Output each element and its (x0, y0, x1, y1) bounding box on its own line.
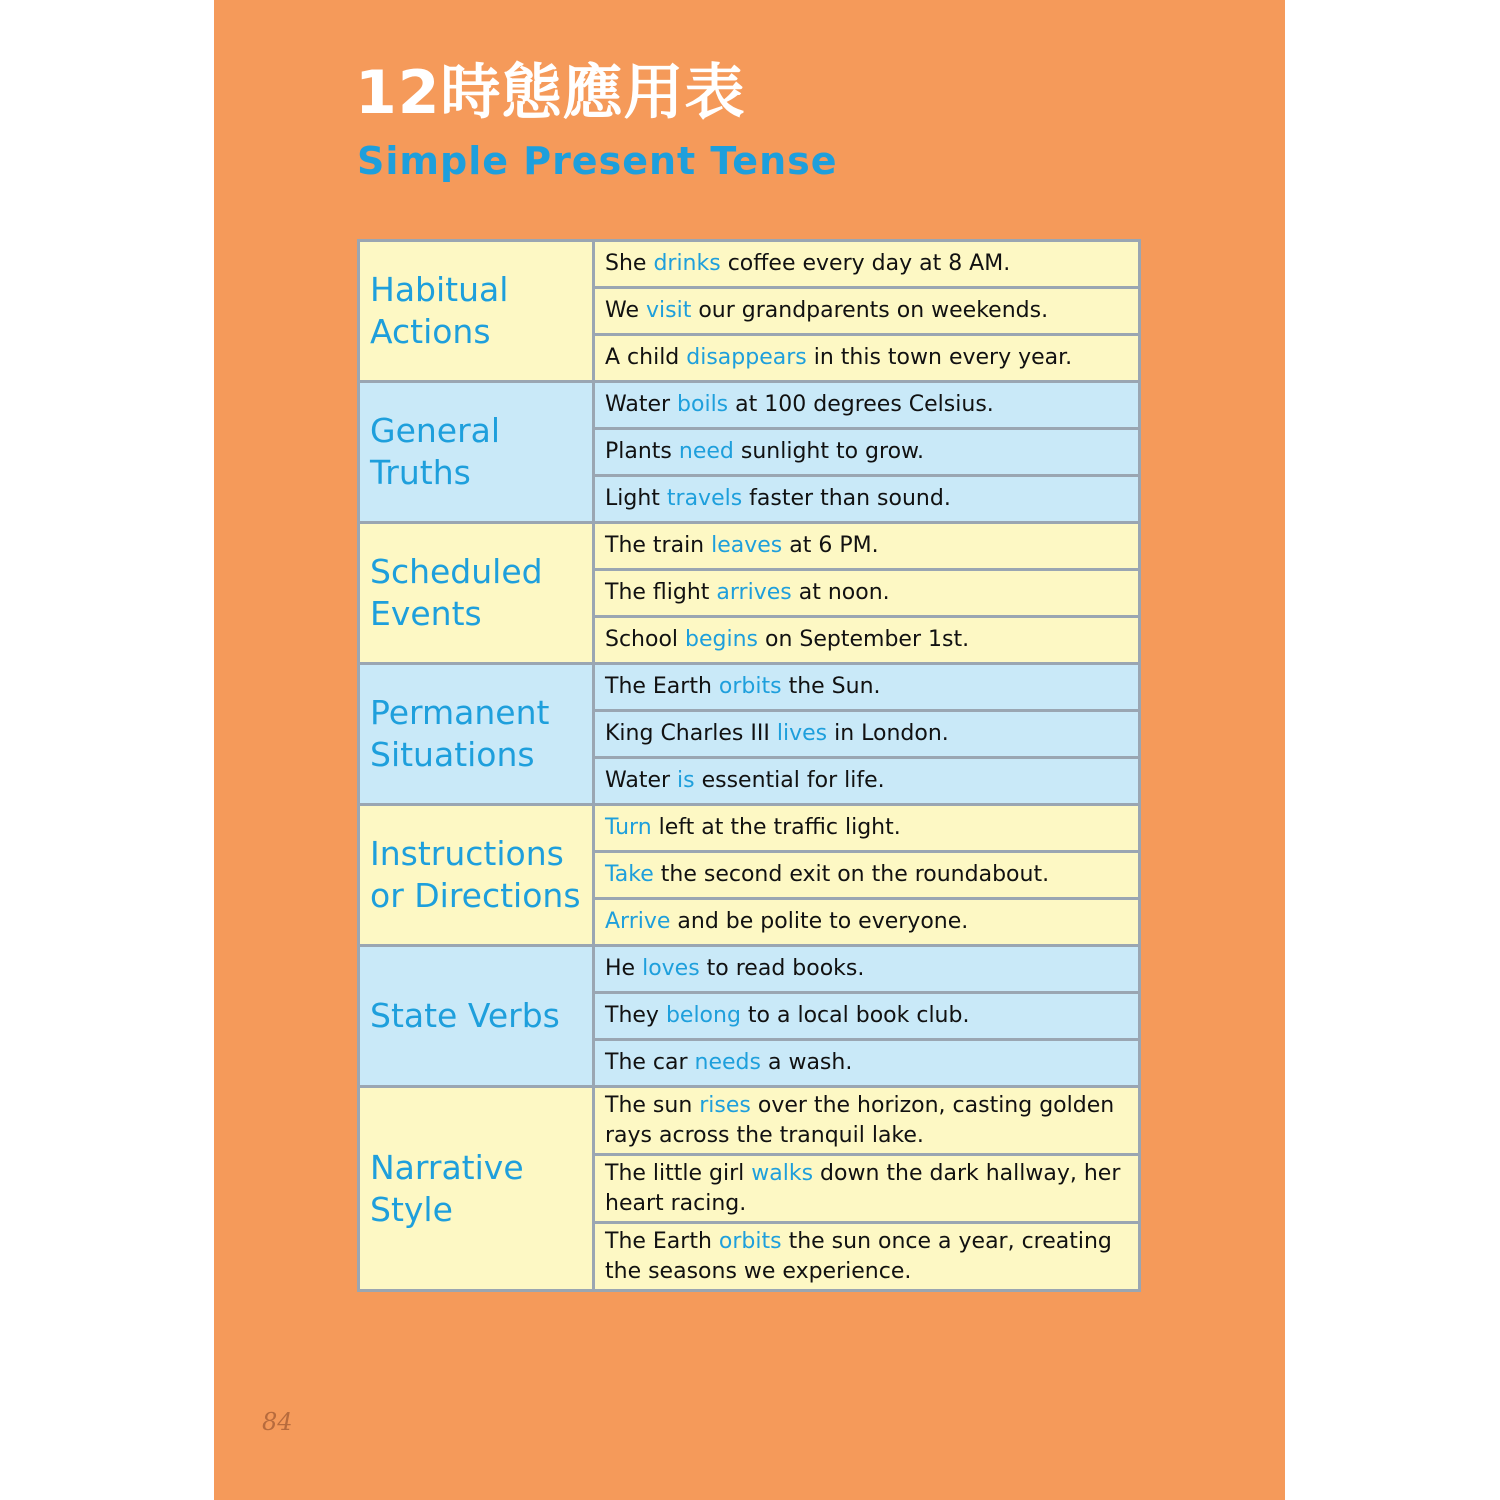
sentence-after-verb: the second exit on the roundabout. (653, 862, 1050, 887)
sentence-before-verb: King Charles III (605, 721, 777, 746)
sentence-after-verb: our grandparents on weekends. (691, 298, 1049, 323)
sentence-before-verb: The sun (605, 1092, 700, 1118)
highlighted-verb: is (677, 768, 695, 793)
table-row (359, 664, 1140, 711)
example-sentence (594, 382, 1140, 429)
highlighted-verb: travels (666, 486, 743, 511)
highlighted-verb: rises (699, 1092, 751, 1118)
highlighted-verb: visit (646, 298, 692, 323)
sentence-after-verb: at noon. (791, 580, 890, 605)
sentence-after-verb: faster than sound. (742, 486, 951, 511)
sentence-after-verb: to a local book club. (740, 1003, 970, 1028)
highlighted-verb: Arrive (605, 909, 671, 934)
example-sentence (594, 993, 1140, 1040)
sentence-before-verb: Water (605, 768, 678, 793)
category-cell: Scheduled Events (359, 523, 594, 664)
sentence-after-verb: essential for life. (694, 768, 885, 793)
sentence-after-verb: down the dark hallway, her heart racing. (605, 1160, 1121, 1216)
sentence-before-verb: The Earth (605, 1228, 719, 1254)
page-title-chinese: 12時態應用表 (355, 58, 746, 128)
highlighted-verb: begins (685, 627, 759, 652)
highlighted-verb: disappears (686, 345, 807, 370)
sentence-before-verb: They (605, 1003, 666, 1028)
sentence-before-verb: Plants (605, 439, 679, 464)
highlighted-verb: orbits (718, 674, 782, 699)
highlighted-verb: Turn (605, 815, 652, 840)
sentence-after-verb: to read books. (699, 956, 865, 981)
highlighted-verb: loves (642, 956, 700, 981)
table-row (359, 805, 1140, 852)
highlighted-verb: boils (677, 392, 729, 417)
highlighted-verb: orbits (718, 1228, 782, 1254)
category-cell: Permanent Situations (359, 664, 594, 805)
highlighted-verb: Take (605, 862, 654, 887)
example-sentence (594, 711, 1140, 758)
highlighted-verb: walks (751, 1160, 814, 1186)
sentence-before-verb: She (605, 251, 654, 276)
sentence-after-verb: over the horizon, casting golden rays across the tranquil lake. (605, 1092, 1115, 1148)
sentence-after-verb: on September 1st. (758, 627, 970, 652)
table-row (359, 523, 1140, 570)
sentence-before-verb: We (605, 298, 646, 323)
page-title-english: Simple Present Tense (357, 139, 838, 183)
sentence-after-verb: the Sun. (781, 674, 881, 699)
sentence-after-verb: in this town every year. (806, 345, 1073, 370)
example-sentence (594, 429, 1140, 476)
sentence-before-verb: The Earth (605, 674, 719, 699)
sentence-before-verb: Water (605, 392, 678, 417)
sentence-after-verb: at 6 PM. (782, 533, 879, 558)
category-cell: General Truths (359, 382, 594, 523)
example-sentence (594, 899, 1140, 946)
example-sentence (594, 1040, 1140, 1087)
sentence-after-verb: left at the traffic light. (651, 815, 901, 840)
table-row (359, 241, 1140, 288)
sentence-before-verb: The little girl (605, 1160, 752, 1186)
table-row (359, 946, 1140, 993)
sentence-after-verb: coffee every day at 8 AM. (720, 251, 1011, 276)
sentence-before-verb: The car (605, 1050, 695, 1075)
sentence-before-verb: A child (605, 345, 687, 370)
sentence-before-verb: The train (605, 533, 712, 558)
highlighted-verb: need (678, 439, 734, 464)
sentence-after-verb: at 100 degrees Celsius. (728, 392, 994, 417)
category-cell: Narrative Style (359, 1087, 594, 1291)
example-sentence (594, 1155, 1140, 1223)
sentence-before-verb: The flight (605, 580, 717, 605)
tense-usage-table (357, 239, 1141, 1292)
sentence-before-verb: He (605, 956, 643, 981)
highlighted-verb: belong (665, 1003, 741, 1028)
highlighted-verb: needs (694, 1050, 761, 1075)
example-sentence (594, 570, 1140, 617)
table-row (359, 382, 1140, 429)
tense-usage-table-body (359, 241, 1140, 1291)
category-cell: State Verbs (359, 946, 594, 1087)
category-cell: Habitual Actions (359, 241, 594, 382)
highlighted-verb: drinks (653, 251, 721, 276)
sentence-after-verb: in London. (827, 721, 949, 746)
example-sentence (594, 523, 1140, 570)
highlighted-verb: leaves (711, 533, 783, 558)
example-sentence (594, 1223, 1140, 1291)
example-sentence (594, 476, 1140, 523)
highlighted-verb: arrives (716, 580, 792, 605)
example-sentence (594, 758, 1140, 805)
example-sentence (594, 241, 1140, 288)
example-sentence (594, 805, 1140, 852)
example-sentence (594, 946, 1140, 993)
sentence-before-verb: School (605, 627, 686, 652)
example-sentence (594, 288, 1140, 335)
sentence-after-verb: sunlight to grow. (733, 439, 925, 464)
sentence-before-verb: Light (605, 486, 667, 511)
category-cell: Instructions or Directions (359, 805, 594, 946)
sentence-after-verb: a wash. (760, 1050, 853, 1075)
sentence-after-verb: and be polite to everyone. (670, 909, 969, 934)
example-sentence (594, 852, 1140, 899)
sentence-after-verb: the sun once a year, creating the seasons we experience. (605, 1228, 1112, 1284)
table-row (359, 1087, 1140, 1155)
page-number: 84 (262, 1408, 293, 1436)
example-sentence (594, 617, 1140, 664)
example-sentence (594, 1087, 1140, 1155)
example-sentence (594, 335, 1140, 382)
example-sentence (594, 664, 1140, 711)
highlighted-verb: lives (776, 721, 828, 746)
